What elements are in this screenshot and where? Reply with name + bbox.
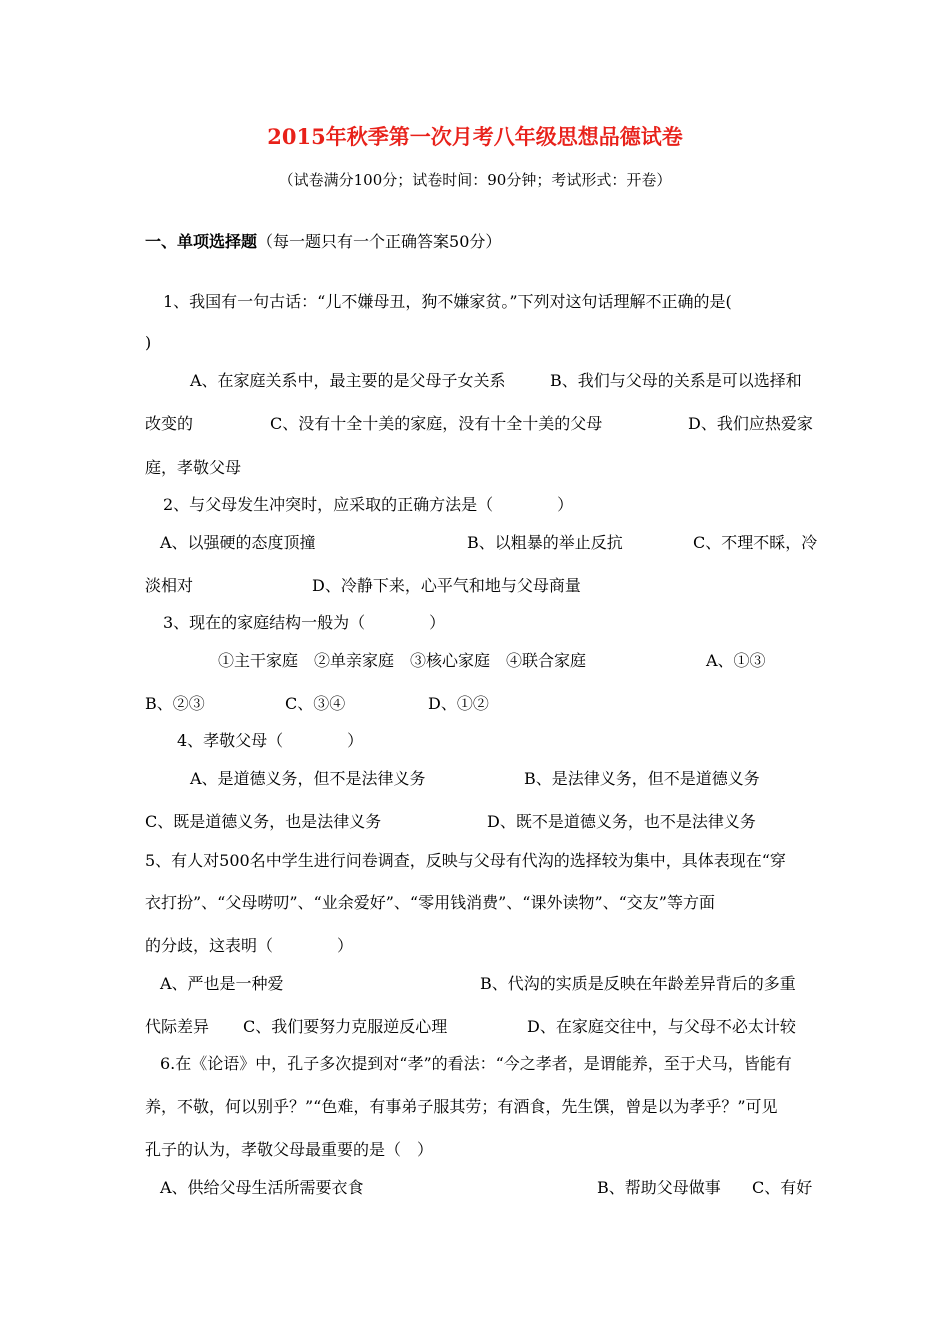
q2-option-a: A、以强硬的态度顶撞 (160, 533, 316, 552)
q6-stem-line1: 6.在《论语》中，孔子多次提到对“孝”的看法：“今之孝者，是谓能养，至于犬马，皆能有 (160, 1054, 792, 1073)
q1-option-d: D、我们应热爱家 (688, 414, 813, 433)
q1-stem-end: ) (145, 333, 152, 352)
q1-option-c: C、没有十全十美的家庭，没有十全十美的父母 (270, 414, 603, 433)
q6-stem-line3: 孔子的认为，孝敬父母最重要的是（ ） (145, 1140, 434, 1159)
q5-stem-line2: 衣打扮”、“父母唠叨”、“业余爱好”、“零用钱消费”、“课外读物”、“交友”等方面 (145, 893, 715, 912)
q3-items: ①主干家庭 ②单亲家庭 ③核心家庭 ④联合家庭 (218, 651, 587, 670)
section-note: （每一题只有一个正确答案50分） (257, 232, 502, 251)
q5-option-b-cont: 代际差异 (145, 1017, 210, 1036)
q5-option-d: D、在家庭交往中，与父母不必太计较 (527, 1017, 796, 1036)
q6-option-c: C、有好 (752, 1178, 813, 1197)
q3-option-d: D、①② (428, 694, 489, 713)
q1-option-d-cont: 庭，孝敬父母 (145, 458, 242, 477)
q5-stem-line1: 5、有人对500名中学生进行问卷调查，反映与父母有代沟的选择较为集中，具体表现在“穿 (145, 851, 786, 870)
q6-option-b: B、帮助父母做事 (597, 1178, 721, 1197)
q1-option-a: A、在家庭关系中，最主要的是父母子女关系 (190, 371, 506, 390)
q5-option-c: C、我们要努力克服逆反心理 (243, 1017, 448, 1036)
q2-option-c: C、不理不睬，冷 (693, 533, 818, 552)
q2-option-d: D、冷静下来，心平气和地与父母商量 (312, 576, 581, 595)
q1-stem: 1、我国有一句古话：“儿不嫌母丑，狗不嫌家贫。”下列对这句话理解不正确的是( (163, 292, 732, 311)
exam-title: 2015年秋季第一次月考八年级思想品德试卷 (267, 124, 683, 149)
q3-stem: 3、现在的家庭结构一般为（ ） (163, 613, 446, 632)
q4-option-c: C、既是道德义务，也是法律义务 (145, 812, 382, 831)
section-title: 一、单项选择题 (145, 232, 258, 251)
exam-subtitle: （试卷满分100分；试卷时间：90分钟；考试形式：开卷） (278, 171, 672, 189)
q3-option-b: B、②③ (145, 694, 205, 713)
section-heading (145, 232, 501, 252)
q4-option-b: B、是法律义务，但不是道德义务 (524, 769, 760, 788)
q6-stem-line2: 养，不敬，何以别乎？”“色难，有事弟子服其劳；有酒食，先生馔，曾是以为孝乎？”可见 (145, 1097, 778, 1116)
q5-stem-line3: 的分歧，这表明（ ） (145, 936, 354, 955)
q5-option-a: A、严也是一种爱 (160, 974, 284, 993)
q2-option-b: B、以粗暴的举止反抗 (467, 533, 623, 552)
q4-stem: 4、孝敬父母（ ） (177, 731, 364, 750)
q3-option-a: A、①③ (706, 651, 766, 670)
q1-option-b: B、我们与父母的关系是可以选择和 (550, 371, 802, 390)
q4-option-d: D、既不是道德义务，也不是法律义务 (487, 812, 756, 831)
q3-option-c: C、③④ (285, 694, 346, 713)
q5-option-b: B、代沟的实质是反映在年龄差异背后的多重 (480, 974, 796, 993)
q1-option-b-cont: 改变的 (145, 414, 194, 433)
q6-option-a: A、供给父母生活所需要衣食 (160, 1178, 364, 1197)
q2-option-c-cont: 淡相对 (145, 576, 194, 595)
q2-stem: 2、与父母发生冲突时，应采取的正确方法是（ ） (163, 495, 574, 514)
q4-option-a: A、是道德义务，但不是法律义务 (190, 769, 426, 788)
